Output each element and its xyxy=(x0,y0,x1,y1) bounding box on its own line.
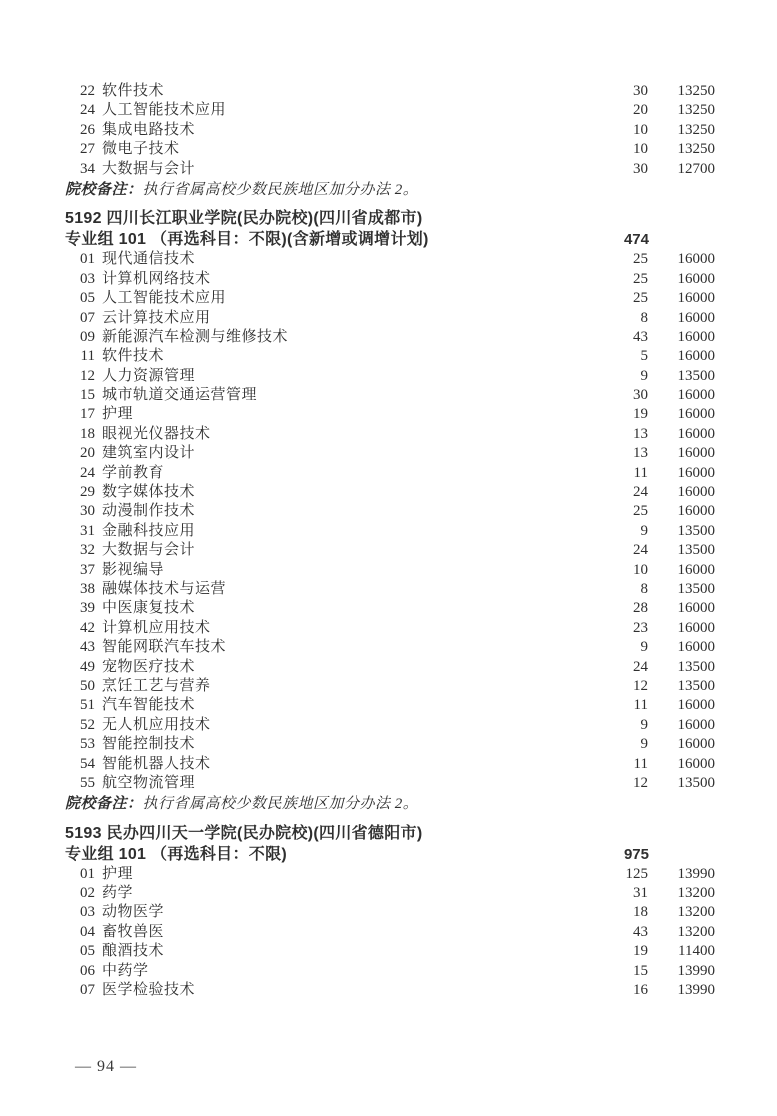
major-name: 畜牧兽医 xyxy=(102,923,165,940)
major-name: 大数据与会计 xyxy=(102,160,196,177)
major-name: 大数据与会计 xyxy=(102,542,196,559)
major-name: 城市轨道交通运营管理 xyxy=(102,387,258,404)
major-row xyxy=(0,367,777,386)
major-row xyxy=(0,884,777,903)
major-group-header: 专业组 101 （再选科目：不限) xyxy=(65,845,288,863)
major-row xyxy=(0,541,777,560)
major-quota: 16 xyxy=(633,982,648,999)
school-note-text: 执行省属高校少数民族地区加分办法 2。 xyxy=(142,181,419,198)
major-name: 无人机应用技术 xyxy=(102,716,211,733)
major-row xyxy=(0,561,777,580)
major-row xyxy=(0,942,777,961)
major-quota: 8 xyxy=(640,580,648,597)
major-quota: 13 xyxy=(633,445,648,462)
major-quota: 30 xyxy=(633,83,648,99)
major-fee: 13500 xyxy=(677,658,715,675)
major-fee: 16000 xyxy=(677,561,715,578)
major-row xyxy=(0,444,777,463)
major-fee: 16000 xyxy=(677,503,715,520)
major-code: 01 xyxy=(80,865,95,882)
major-name: 云计算技术应用 xyxy=(102,309,211,326)
major-name: 微电子技术 xyxy=(102,141,180,158)
major-fee: 16000 xyxy=(677,697,715,714)
major-code: 29 xyxy=(80,484,95,501)
major-name: 智能机器人技术 xyxy=(102,755,211,772)
major-fee: 13500 xyxy=(677,542,715,559)
major-row xyxy=(0,735,777,754)
major-name: 医学检验技术 xyxy=(102,982,196,999)
major-quota: 25 xyxy=(633,251,648,268)
major-row xyxy=(0,981,777,1000)
major-name: 数字媒体技术 xyxy=(102,484,196,501)
major-row xyxy=(0,677,777,696)
major-quota: 24 xyxy=(633,484,648,501)
major-name: 人工智能技术应用 xyxy=(102,102,227,119)
major-quota: 13 xyxy=(633,425,648,442)
major-quota: 10 xyxy=(633,141,648,158)
major-code: 05 xyxy=(80,290,95,307)
major-quota: 9 xyxy=(640,639,648,656)
major-quota: 9 xyxy=(640,522,648,539)
major-name: 智能网联汽车技术 xyxy=(102,639,227,656)
major-fee: 12700 xyxy=(677,160,715,177)
major-name: 软件技术 xyxy=(102,348,165,365)
major-quota: 43 xyxy=(633,328,648,345)
major-fee: 16000 xyxy=(677,309,715,326)
major-quota: 23 xyxy=(633,619,648,636)
major-fee: 16000 xyxy=(677,328,715,345)
major-fee: 13500 xyxy=(677,677,715,694)
major-quota: 18 xyxy=(633,904,648,921)
major-fee: 16000 xyxy=(677,348,715,365)
major-group-total: 474 xyxy=(623,231,649,249)
major-fee: 13200 xyxy=(677,923,715,940)
major-row xyxy=(0,425,777,444)
major-code: 52 xyxy=(80,716,95,733)
major-code: 22 xyxy=(80,83,95,99)
major-quota: 9 xyxy=(640,716,648,733)
major-quota: 125 xyxy=(625,865,648,882)
school-section-5193 xyxy=(0,823,777,1001)
major-code: 12 xyxy=(80,367,95,384)
major-row xyxy=(0,903,777,922)
major-fee: 16000 xyxy=(677,406,715,423)
major-code: 55 xyxy=(80,774,95,791)
major-name: 新能源汽车检测与维修技术 xyxy=(102,328,289,345)
school-note-label: 院校备注： xyxy=(65,796,143,813)
major-name: 金融科技应用 xyxy=(102,522,196,539)
major-row xyxy=(0,658,777,677)
major-row xyxy=(0,502,777,521)
major-quota: 24 xyxy=(633,542,648,559)
major-fee: 13990 xyxy=(677,982,715,999)
major-group-row xyxy=(0,229,777,250)
major-name: 智能控制技术 xyxy=(102,736,196,753)
major-code: 37 xyxy=(80,561,95,578)
major-code: 30 xyxy=(80,503,95,520)
major-fee: 16000 xyxy=(677,755,715,772)
major-name: 汽车智能技术 xyxy=(102,697,196,714)
major-row xyxy=(0,599,777,618)
major-fee: 13200 xyxy=(677,904,715,921)
major-name: 动物医学 xyxy=(102,904,165,921)
major-name: 宠物医疗技术 xyxy=(102,658,196,675)
school-section-5192 xyxy=(0,208,777,814)
major-fee: 16000 xyxy=(677,290,715,307)
major-quota: 10 xyxy=(633,561,648,578)
major-quota: 8 xyxy=(640,309,648,326)
major-rows xyxy=(0,82,777,179)
major-row xyxy=(0,580,777,599)
major-code: 20 xyxy=(80,445,95,462)
major-code: 27 xyxy=(80,141,95,158)
major-row xyxy=(0,289,777,308)
major-row xyxy=(0,140,777,159)
major-fee: 16000 xyxy=(677,484,715,501)
major-fee: 16000 xyxy=(677,736,715,753)
major-code: 39 xyxy=(80,600,95,617)
major-code: 07 xyxy=(80,982,95,999)
major-code: 05 xyxy=(80,943,95,960)
major-quota: 15 xyxy=(633,962,648,979)
major-row xyxy=(0,270,777,289)
major-name: 人力资源管理 xyxy=(102,367,196,384)
major-row xyxy=(0,309,777,328)
major-fee: 16000 xyxy=(677,425,715,442)
major-code: 24 xyxy=(80,102,95,119)
major-quota: 28 xyxy=(633,600,648,617)
major-group-total: 975 xyxy=(623,845,649,863)
major-quota: 25 xyxy=(633,270,648,287)
major-name: 护理 xyxy=(102,865,134,882)
major-code: 24 xyxy=(80,464,95,481)
major-fee: 11400 xyxy=(678,943,715,960)
major-code: 03 xyxy=(80,270,95,287)
major-quota: 12 xyxy=(633,677,648,694)
major-code: 32 xyxy=(80,542,95,559)
major-row xyxy=(0,464,777,483)
major-row xyxy=(0,328,777,347)
major-code: 49 xyxy=(80,658,95,675)
major-code: 03 xyxy=(80,904,95,921)
major-rows xyxy=(0,250,777,793)
major-name: 计算机应用技术 xyxy=(102,619,211,636)
major-quota: 9 xyxy=(640,367,648,384)
major-fee: 13990 xyxy=(677,865,715,882)
major-name: 集成电路技术 xyxy=(102,121,196,138)
major-group-header: 专业组 101 （再选科目：不限)(含新增或调增计划) xyxy=(65,231,429,249)
major-name: 烹饪工艺与营养 xyxy=(102,677,211,694)
major-code: 01 xyxy=(80,251,95,268)
major-row xyxy=(0,755,777,774)
major-group-row xyxy=(0,844,777,865)
major-fee: 13250 xyxy=(677,121,715,138)
major-row xyxy=(0,82,777,101)
major-code: 53 xyxy=(80,736,95,753)
major-code: 04 xyxy=(80,923,95,940)
major-code: 34 xyxy=(80,160,95,177)
major-quota: 9 xyxy=(640,736,648,753)
major-row xyxy=(0,522,777,541)
major-code: 09 xyxy=(80,328,95,345)
major-fee: 16000 xyxy=(677,270,715,287)
major-quota: 5 xyxy=(640,348,648,365)
school-note xyxy=(0,795,777,814)
major-name: 航空物流管理 xyxy=(102,774,196,791)
school-section-continued xyxy=(0,82,777,200)
major-code: 54 xyxy=(80,755,95,772)
major-row xyxy=(0,386,777,405)
major-quota: 25 xyxy=(633,503,648,520)
major-quota: 11 xyxy=(633,464,648,481)
major-quota: 10 xyxy=(633,121,648,138)
major-name: 建筑室内设计 xyxy=(102,445,196,462)
major-name: 动漫制作技术 xyxy=(102,503,196,520)
major-code: 15 xyxy=(80,387,95,404)
major-fee: 13250 xyxy=(677,102,715,119)
major-fee: 13250 xyxy=(677,83,715,99)
major-code: 26 xyxy=(80,121,95,138)
major-quota: 19 xyxy=(633,943,648,960)
major-code: 51 xyxy=(80,697,95,714)
major-code: 38 xyxy=(80,580,95,597)
major-row xyxy=(0,347,777,366)
major-row xyxy=(0,121,777,140)
major-name: 现代通信技术 xyxy=(102,251,196,268)
major-name: 影视编导 xyxy=(102,561,165,578)
major-quota: 11 xyxy=(633,755,648,772)
major-name: 学前教育 xyxy=(102,464,165,481)
major-quota: 19 xyxy=(633,406,648,423)
major-row xyxy=(0,774,777,793)
school-header: 5192 四川长江职业学院(民办院校)(四川省成都市) xyxy=(65,210,423,228)
major-quota: 30 xyxy=(633,160,648,177)
major-row xyxy=(0,716,777,735)
major-quota: 31 xyxy=(633,885,648,902)
major-name: 眼视光仪器技术 xyxy=(102,425,211,442)
major-fee: 13500 xyxy=(677,522,715,539)
major-name: 药学 xyxy=(102,885,134,902)
major-row xyxy=(0,250,777,269)
major-code: 07 xyxy=(80,309,95,326)
major-row xyxy=(0,619,777,638)
major-name: 人工智能技术应用 xyxy=(102,290,227,307)
major-quota: 20 xyxy=(633,102,648,119)
school-note xyxy=(0,181,777,200)
major-row xyxy=(0,962,777,981)
major-name: 中医康复技术 xyxy=(102,600,196,617)
major-fee: 13500 xyxy=(677,580,715,597)
major-row xyxy=(0,696,777,715)
major-row xyxy=(0,865,777,884)
major-name: 中药学 xyxy=(102,962,149,979)
major-code: 06 xyxy=(80,962,95,979)
major-name: 酿酒技术 xyxy=(102,943,165,960)
major-code: 02 xyxy=(80,885,95,902)
major-code: 18 xyxy=(80,425,95,442)
major-quota: 43 xyxy=(633,923,648,940)
major-fee: 13500 xyxy=(677,774,715,791)
major-fee: 16000 xyxy=(677,387,715,404)
major-code: 50 xyxy=(80,677,95,694)
major-rows xyxy=(0,865,777,1001)
major-fee: 13200 xyxy=(677,885,715,902)
major-row xyxy=(0,160,777,179)
major-fee: 16000 xyxy=(677,639,715,656)
school-note-text: 执行省属高校少数民族地区加分办法 2。 xyxy=(142,796,419,813)
major-quota: 25 xyxy=(633,290,648,307)
major-fee: 16000 xyxy=(677,600,715,617)
major-fee: 16000 xyxy=(677,464,715,481)
major-quota: 30 xyxy=(633,387,648,404)
major-name: 计算机网络技术 xyxy=(102,270,211,287)
major-row xyxy=(0,101,777,120)
major-fee: 13990 xyxy=(677,962,715,979)
page-number: — 94 — xyxy=(75,1058,137,1075)
major-fee: 16000 xyxy=(677,445,715,462)
major-fee: 16000 xyxy=(677,251,715,268)
major-name: 融媒体技术与运营 xyxy=(102,580,227,597)
major-quota: 11 xyxy=(633,697,648,714)
major-row xyxy=(0,638,777,657)
school-header: 5193 民办四川天一学院(民办院校)(四川省德阳市) xyxy=(65,824,423,842)
major-quota: 12 xyxy=(633,774,648,791)
major-quota: 24 xyxy=(633,658,648,675)
major-name: 护理 xyxy=(102,406,134,423)
major-code: 17 xyxy=(80,406,95,423)
major-fee: 16000 xyxy=(677,619,715,636)
major-name: 软件技术 xyxy=(102,83,165,99)
major-fee: 16000 xyxy=(677,716,715,733)
major-row xyxy=(0,483,777,502)
major-row xyxy=(0,405,777,424)
school-note-label: 院校备注： xyxy=(65,181,143,198)
major-code: 31 xyxy=(80,522,95,539)
major-code: 42 xyxy=(80,619,95,636)
major-fee: 13500 xyxy=(677,367,715,384)
major-code: 11 xyxy=(80,348,95,365)
major-fee: 13250 xyxy=(677,141,715,158)
major-code: 43 xyxy=(80,639,95,656)
major-row xyxy=(0,923,777,942)
